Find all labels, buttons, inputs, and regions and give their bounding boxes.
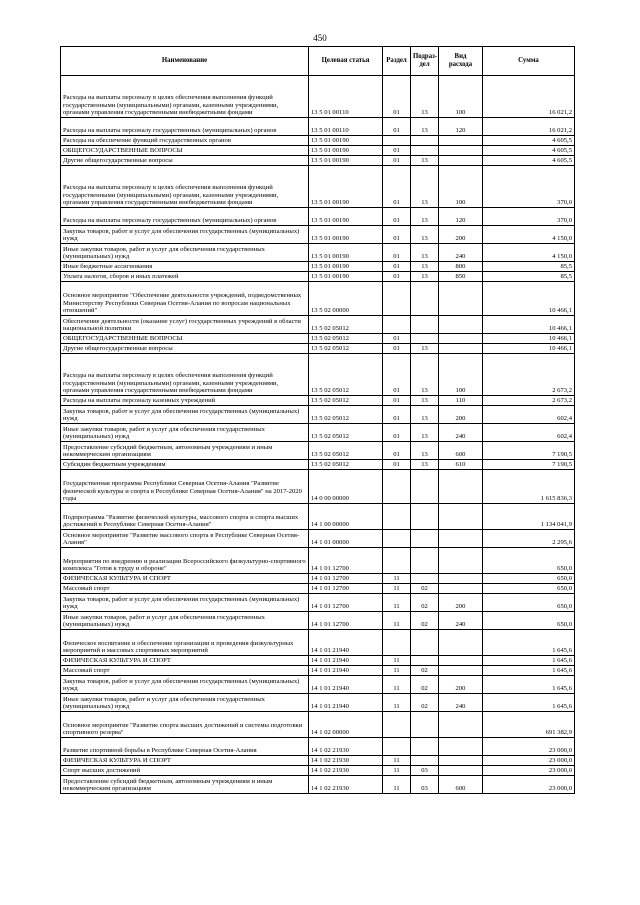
row-subsection	[411, 656, 439, 666]
header-sum: Сумма	[483, 47, 575, 76]
row-expense-kind	[439, 136, 483, 146]
row-subsection: 13	[411, 460, 439, 470]
row-sum: 4 150,0	[483, 226, 575, 244]
table-row	[61, 406, 575, 424]
row-subsection: 13	[411, 354, 439, 396]
row-sum: 650,0	[483, 594, 575, 612]
row-expense-kind: 100	[439, 354, 483, 396]
row-expense-kind: 610	[439, 460, 483, 470]
row-sum: 4 605,5	[483, 146, 575, 156]
row-subsection	[411, 756, 439, 766]
row-section	[383, 316, 411, 334]
row-target-article: 14 1 02 21930	[309, 738, 383, 756]
row-section: 11	[383, 756, 411, 766]
row-target-article: 14 1 01 21940	[309, 666, 383, 676]
table-row	[61, 548, 575, 574]
row-sum: 16 021,2	[483, 76, 575, 118]
row-name: Основное мероприятие "Обеспечение деятельности учреждений, подведомственных Министерству Республики Северная Осетия-Алания по вопросам национальных отношений"	[61, 282, 309, 316]
row-expense-kind: 200	[439, 226, 483, 244]
row-sum: 10 466,1	[483, 282, 575, 316]
table-row	[61, 470, 575, 504]
table-row	[61, 776, 575, 794]
row-name: Расходы на выплаты персоналу казенных учреждений	[61, 396, 309, 406]
row-target-article: 14 1 01 21940	[309, 656, 383, 666]
table-row	[61, 612, 575, 630]
row-sum: 23 000,0	[483, 738, 575, 756]
row-section: 01	[383, 344, 411, 354]
table-row	[61, 166, 575, 208]
table-row	[61, 272, 575, 282]
row-section: 01	[383, 442, 411, 460]
row-name: Другие общегосударственные вопросы	[61, 344, 309, 354]
row-section: 01	[383, 396, 411, 406]
row-target-article: 13 5 01 00190	[309, 136, 383, 146]
table-row	[61, 334, 575, 344]
row-subsection: 02	[411, 594, 439, 612]
table-row	[61, 396, 575, 406]
row-target-article: 14 1 01 12700	[309, 612, 383, 630]
row-target-article: 13 5 01 00190	[309, 226, 383, 244]
row-expense-kind: 600	[439, 776, 483, 794]
table-row	[61, 694, 575, 712]
row-sum: 7 190,5	[483, 460, 575, 470]
row-sum: 1 645,6	[483, 666, 575, 676]
row-section: 11	[383, 612, 411, 630]
table-row	[61, 574, 575, 584]
row-expense-kind	[439, 344, 483, 354]
table-row	[61, 766, 575, 776]
table-row	[61, 504, 575, 530]
row-target-article: 14 1 01 21940	[309, 630, 383, 656]
row-section: 11	[383, 656, 411, 666]
row-subsection	[411, 738, 439, 756]
row-subsection	[411, 136, 439, 146]
row-sum: 1 645,6	[483, 676, 575, 694]
row-name: Закупка товаров, работ и услуг для обеспечения государственных (муниципальных) нужд	[61, 676, 309, 694]
row-expense-kind: 200	[439, 676, 483, 694]
row-section: 01	[383, 146, 411, 156]
row-target-article: 13 5 01 00190	[309, 208, 383, 226]
row-expense-kind	[439, 282, 483, 316]
header-section: Раздел	[383, 47, 411, 76]
row-target-article: 13 5 02 05012	[309, 406, 383, 424]
table-row	[61, 584, 575, 594]
row-target-article: 13 5 02 05012	[309, 334, 383, 344]
row-subsection: 02	[411, 666, 439, 676]
row-name: Иные закупки товаров, работ и услуг для обеспечения государственных (муниципальных) нужд	[61, 424, 309, 442]
row-sum: 10 466,1	[483, 344, 575, 354]
row-subsection	[411, 334, 439, 344]
row-subsection: 13	[411, 76, 439, 118]
row-subsection	[411, 504, 439, 530]
row-target-article: 14 1 00 00000	[309, 504, 383, 530]
row-name: Массовый спорт	[61, 584, 309, 594]
row-expense-kind: 200	[439, 406, 483, 424]
row-expense-kind	[439, 656, 483, 666]
row-subsection	[411, 282, 439, 316]
row-section: 11	[383, 574, 411, 584]
row-name: Мероприятия по внедрению и реализации Всероссийского физкультурно-спортивного комплекса "Готов к труду и обороне"	[61, 548, 309, 574]
row-name: Физическое воспитание и обеспечение организации и проведения физкультурных мероприятий и массовых спортивных мероприятий	[61, 630, 309, 656]
row-sum: 4 150,0	[483, 244, 575, 262]
row-expense-kind	[439, 712, 483, 738]
table-row	[61, 226, 575, 244]
row-target-article: 13 5 01 00110	[309, 76, 383, 118]
row-expense-kind: 240	[439, 612, 483, 630]
row-name: Спорт высших достижений	[61, 766, 309, 776]
row-expense-kind	[439, 530, 483, 548]
table-row	[61, 460, 575, 470]
row-sum: 23 000,0	[483, 776, 575, 794]
table-row	[61, 136, 575, 146]
row-subsection	[411, 470, 439, 504]
row-section: 11	[383, 776, 411, 794]
row-name: Государственная программа Республики Северная Осетия-Алания "Развитие физической культуры и спорта в Республике Северная Осетия-Алания" на 2017-2020 годы	[61, 470, 309, 504]
row-name: ФИЗИЧЕСКАЯ КУЛЬТУРА И СПОРТ	[61, 756, 309, 766]
row-target-article: 13 5 02 05012	[309, 344, 383, 354]
table-row	[61, 282, 575, 316]
row-sum: 23 000,0	[483, 766, 575, 776]
row-subsection: 03	[411, 776, 439, 794]
row-sum: 23 000,0	[483, 756, 575, 766]
row-target-article: 13 5 02 05012	[309, 354, 383, 396]
row-subsection: 02	[411, 694, 439, 712]
row-section: 11	[383, 694, 411, 712]
header-target-article: Целевая статья	[309, 47, 383, 76]
row-sum: 650,0	[483, 584, 575, 594]
row-subsection: 02	[411, 584, 439, 594]
row-target-article: 14 1 02 21930	[309, 756, 383, 766]
row-subsection	[411, 548, 439, 574]
row-name: Развитие спортивной борьбы в Республике Северная Осетия-Алания	[61, 738, 309, 756]
row-expense-kind: 100	[439, 76, 483, 118]
row-sum: 602,4	[483, 424, 575, 442]
row-expense-kind: 110	[439, 396, 483, 406]
row-sum: 10 466,1	[483, 316, 575, 334]
row-subsection: 02	[411, 612, 439, 630]
row-target-article: 13 5 02 05012	[309, 316, 383, 334]
row-target-article: 14 1 02 21930	[309, 766, 383, 776]
row-expense-kind: 850	[439, 272, 483, 282]
row-expense-kind	[439, 548, 483, 574]
row-subsection: 13	[411, 344, 439, 354]
row-section: 01	[383, 272, 411, 282]
row-section: 01	[383, 334, 411, 344]
row-section: 01	[383, 166, 411, 208]
budget-table	[60, 46, 575, 794]
row-name: Расходы на выплаты персоналу в целях обеспечения выполнения функций государственными (муниципальными) органами, казенными учреждениями, органами управления государственными внебюджетными фондами	[61, 76, 309, 118]
row-subsection: 13	[411, 208, 439, 226]
row-name: Закупка товаров, работ и услуг для обеспечения государственных (муниципальных) нужд	[61, 594, 309, 612]
row-sum: 2 673,2	[483, 396, 575, 406]
row-sum: 10 466,1	[483, 334, 575, 344]
row-target-article: 14 1 01 21940	[309, 676, 383, 694]
row-sum: 370,0	[483, 166, 575, 208]
row-section: 11	[383, 766, 411, 776]
row-expense-kind	[439, 766, 483, 776]
table-row	[61, 118, 575, 136]
row-section: 01	[383, 460, 411, 470]
table-row	[61, 656, 575, 666]
table-body	[61, 76, 575, 794]
row-expense-kind: 120	[439, 208, 483, 226]
row-subsection	[411, 146, 439, 156]
row-name: Расходы на выплаты персоналу в целях обеспечения выполнения функций государственными (муниципальными) органами, казенными учреждениями, органами управления государственными внебюджетными фондами	[61, 166, 309, 208]
row-target-article: 13 5 02 05012	[309, 424, 383, 442]
row-expense-kind: 200	[439, 594, 483, 612]
row-section: 01	[383, 118, 411, 136]
row-target-article: 13 5 02 05012	[309, 460, 383, 470]
row-subsection: 13	[411, 424, 439, 442]
row-section: 11	[383, 676, 411, 694]
row-subsection: 02	[411, 676, 439, 694]
row-sum: 602,4	[483, 406, 575, 424]
row-sum: 1 645,6	[483, 630, 575, 656]
row-sum: 1 645,6	[483, 694, 575, 712]
table-row	[61, 156, 575, 166]
row-subsection: 13	[411, 118, 439, 136]
header-name: Наименование	[61, 47, 309, 76]
row-section	[383, 470, 411, 504]
row-subsection: 13	[411, 272, 439, 282]
row-section: 11	[383, 666, 411, 676]
row-section	[383, 630, 411, 656]
row-expense-kind	[439, 630, 483, 656]
row-name: Основное мероприятие "Развитие массового спорта в Республике Северная Осетия-Алания"	[61, 530, 309, 548]
row-subsection	[411, 530, 439, 548]
row-name: Закупка товаров, работ и услуг для обеспечения государственных (муниципальных) нужд	[61, 226, 309, 244]
table-row	[61, 676, 575, 694]
row-name: Расходы на выплаты персоналу государственных (муниципальных) органов	[61, 118, 309, 136]
row-expense-kind: 240	[439, 244, 483, 262]
row-section: 01	[383, 424, 411, 442]
page-number: 450	[313, 33, 327, 43]
row-section: 01	[383, 156, 411, 166]
row-name: Иные закупки товаров, работ и услуг для обеспечения государственных (муниципальных) нужд	[61, 612, 309, 630]
row-name: Иные бюджетные ассигнования	[61, 262, 309, 272]
row-target-article: 14 1 01 12700	[309, 584, 383, 594]
row-sum: 650,0	[483, 548, 575, 574]
row-target-article: 14 0 00 00000	[309, 470, 383, 504]
row-sum: 85,5	[483, 272, 575, 282]
row-name: Расходы на выплаты персоналу в целях обеспечения выполнения функций государственными (муниципальными) органами, казенными учреждениями, органами управления государственными внебюджетными фондами	[61, 354, 309, 396]
table-row	[61, 756, 575, 766]
row-section: 01	[383, 354, 411, 396]
row-name: Уплата налогов, сборов и иных платежей	[61, 272, 309, 282]
row-target-article: 14 1 01 21940	[309, 694, 383, 712]
row-subsection: 13	[411, 262, 439, 272]
row-target-article: 14 1 01 12700	[309, 548, 383, 574]
row-section	[383, 530, 411, 548]
row-subsection: 13	[411, 166, 439, 208]
row-name: ОБЩЕГОСУДАРСТВЕННЫЕ ВОПРОСЫ	[61, 334, 309, 344]
table-row	[61, 424, 575, 442]
row-expense-kind: 600	[439, 442, 483, 460]
table-row	[61, 354, 575, 396]
row-target-article: 14 1 01 00000	[309, 530, 383, 548]
row-section: 01	[383, 244, 411, 262]
row-target-article: 13 5 01 00110	[309, 118, 383, 136]
table-header-row	[61, 47, 575, 76]
row-sum: 4 605,5	[483, 136, 575, 146]
row-sum: 85,5	[483, 262, 575, 272]
row-sum: 370,0	[483, 208, 575, 226]
row-section: 11	[383, 594, 411, 612]
row-expense-kind	[439, 574, 483, 584]
row-target-article: 13 5 01 00190	[309, 272, 383, 282]
row-section: 01	[383, 406, 411, 424]
row-expense-kind: 120	[439, 118, 483, 136]
row-target-article: 13 5 01 00190	[309, 262, 383, 272]
header-expense-kind: Вид расхода	[439, 47, 483, 76]
row-expense-kind	[439, 470, 483, 504]
table-row	[61, 712, 575, 738]
row-expense-kind	[439, 738, 483, 756]
row-subsection	[411, 712, 439, 738]
row-target-article: 13 5 01 00190	[309, 244, 383, 262]
row-target-article: 13 5 01 00190	[309, 156, 383, 166]
table-row	[61, 738, 575, 756]
row-sum: 691 382,9	[483, 712, 575, 738]
row-section: 11	[383, 584, 411, 594]
row-section	[383, 738, 411, 756]
row-name: Предоставление субсидий бюджетным, автономным учреждениям и иным некоммерческим организациям	[61, 776, 309, 794]
table-row	[61, 262, 575, 272]
row-target-article: 14 1 02 21930	[309, 776, 383, 794]
row-name: Иные закупки товаров, работ и услуг для обеспечения государственных (муниципальных) нужд	[61, 244, 309, 262]
row-name: Закупка товаров, работ и услуг для обеспечения государственных (муниципальных) нужд	[61, 406, 309, 424]
row-subsection: 03	[411, 766, 439, 776]
row-name: Субсидии бюджетным учреждениям	[61, 460, 309, 470]
row-name: Основное мероприятие "Развитие спорта высших достижений и системы подготовки спортивного резерва"	[61, 712, 309, 738]
row-section	[383, 136, 411, 146]
row-target-article: 14 1 02 00000	[309, 712, 383, 738]
row-name: Другие общегосударственные вопросы	[61, 156, 309, 166]
row-name: Иные закупки товаров, работ и услуг для обеспечения государственных (муниципальных) нужд	[61, 694, 309, 712]
row-name: Подпрограмма "Развитие физической культуры, массового спорта и спорта высших достижений в Республике Северная Осетия-Алания"	[61, 504, 309, 530]
row-section	[383, 548, 411, 574]
table-row	[61, 316, 575, 334]
row-subsection: 13	[411, 442, 439, 460]
row-subsection: 13	[411, 244, 439, 262]
row-subsection: 13	[411, 396, 439, 406]
row-expense-kind: 100	[439, 166, 483, 208]
row-expense-kind	[439, 666, 483, 676]
row-expense-kind	[439, 146, 483, 156]
row-section: 01	[383, 208, 411, 226]
row-subsection	[411, 574, 439, 584]
row-subsection	[411, 316, 439, 334]
table-row	[61, 244, 575, 262]
row-expense-kind: 240	[439, 694, 483, 712]
row-sum: 1 615 836,3	[483, 470, 575, 504]
row-target-article: 13 5 02 05012	[309, 442, 383, 460]
table-row	[61, 594, 575, 612]
table-row	[61, 146, 575, 156]
row-target-article: 13 5 02 05012	[309, 396, 383, 406]
row-expense-kind: 240	[439, 424, 483, 442]
table-row	[61, 76, 575, 118]
row-subsection: 13	[411, 406, 439, 424]
row-name: ФИЗИЧЕСКАЯ КУЛЬТУРА И СПОРТ	[61, 656, 309, 666]
row-name: Предоставление субсидий бюджетным, автономным учреждениям и иным некоммерческим организациям	[61, 442, 309, 460]
table-row	[61, 344, 575, 354]
row-target-article: 13 5 01 00190	[309, 166, 383, 208]
row-sum: 16 021,2	[483, 118, 575, 136]
row-expense-kind: 800	[439, 262, 483, 272]
row-expense-kind	[439, 316, 483, 334]
row-sum: 1 645,6	[483, 656, 575, 666]
header-subsection: Подраз- дел	[411, 47, 439, 76]
row-section	[383, 282, 411, 316]
row-sum: 7 190,5	[483, 442, 575, 460]
row-name: Обеспечение деятельности (оказание услуг) государственных учреждений в области национальной политики	[61, 316, 309, 334]
row-name: ФИЗИЧЕСКАЯ КУЛЬТУРА И СПОРТ	[61, 574, 309, 584]
table-row	[61, 666, 575, 676]
row-sum: 2 295,6	[483, 530, 575, 548]
table-row	[61, 530, 575, 548]
row-sum: 4 605,5	[483, 156, 575, 166]
row-section: 01	[383, 76, 411, 118]
row-target-article: 14 1 01 12700	[309, 574, 383, 584]
row-target-article: 14 1 01 12700	[309, 594, 383, 612]
row-name: Расходы на выплаты персоналу государственных (муниципальных) органов	[61, 208, 309, 226]
row-expense-kind	[439, 504, 483, 530]
table-row	[61, 208, 575, 226]
row-subsection: 13	[411, 156, 439, 166]
row-section	[383, 712, 411, 738]
row-sum: 2 673,2	[483, 354, 575, 396]
row-section: 01	[383, 226, 411, 244]
row-expense-kind	[439, 584, 483, 594]
row-expense-kind	[439, 334, 483, 344]
row-sum: 650,0	[483, 612, 575, 630]
row-expense-kind	[439, 156, 483, 166]
table-row	[61, 442, 575, 460]
row-expense-kind	[439, 756, 483, 766]
row-name: Расходы на обеспечение функций государственных органов	[61, 136, 309, 146]
row-sum: 650,0	[483, 574, 575, 584]
row-target-article: 13 5 01 00190	[309, 146, 383, 156]
row-section: 01	[383, 262, 411, 272]
row-name: Массовый спорт	[61, 666, 309, 676]
row-name: ОБЩЕГОСУДАРСТВЕННЫЕ ВОПРОСЫ	[61, 146, 309, 156]
table-row	[61, 630, 575, 656]
row-section	[383, 504, 411, 530]
row-subsection	[411, 630, 439, 656]
row-sum: 1 134 041,9	[483, 504, 575, 530]
row-subsection: 13	[411, 226, 439, 244]
row-target-article: 13 5 02 00000	[309, 282, 383, 316]
